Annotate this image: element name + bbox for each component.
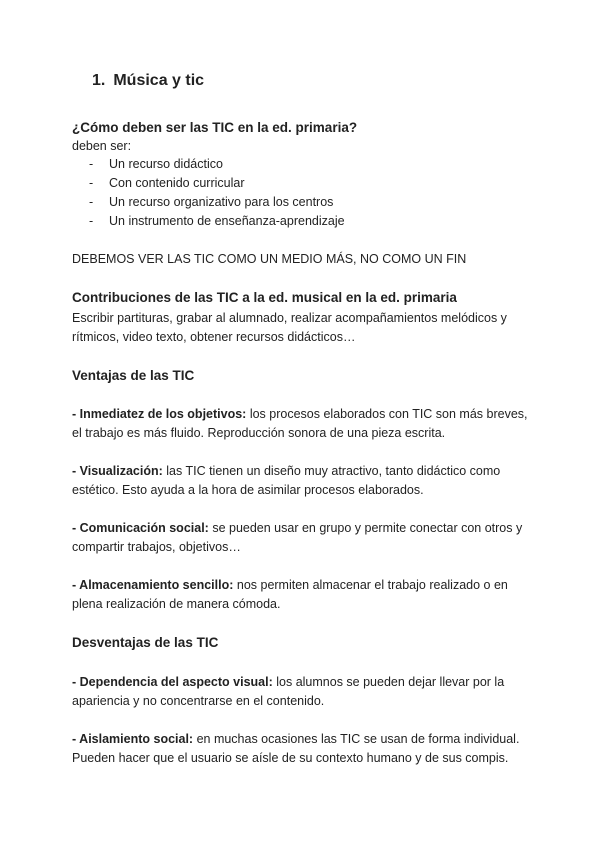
list-item <box>72 193 345 212</box>
list-item <box>72 174 345 193</box>
dash-bullet: - <box>89 176 94 190</box>
list-item-text: Un recurso didáctico <box>109 157 223 171</box>
page-title <box>92 72 204 90</box>
item-label: - Visualización: <box>72 464 163 478</box>
item-text: las TIC tienen un diseño muy atractivo, tanto didáctico como <box>162 464 501 478</box>
item-label: - Aislamiento social: <box>72 732 194 746</box>
list-item-text: Con contenido curricular <box>109 176 245 190</box>
item-text: el trabajo es más fluido. Reproducción sonora de una pieza escrita. <box>72 426 446 440</box>
dash-bullet: - <box>89 195 94 209</box>
dash-bullet: - <box>89 214 94 228</box>
item-label: - Comunicación social: <box>72 521 209 535</box>
ventaja-item <box>72 576 542 614</box>
section-heading-ventajas: Ventajas de las TIC <box>72 368 195 383</box>
desventaja-item <box>72 673 542 711</box>
title-text: Música y tic <box>113 72 205 89</box>
dash-bullet: - <box>89 157 94 171</box>
requirements-list <box>72 155 345 231</box>
item-text: los alumnos se pueden dejar llevar por la <box>272 675 505 689</box>
section-intro: deben ser: <box>72 139 132 153</box>
item-text: se pueden usar en grupo y permite conectar con otros y <box>208 521 523 535</box>
item-text: plena realización de manera cómoda. <box>72 597 281 611</box>
list-item <box>72 155 345 174</box>
title-number: 1. <box>92 72 106 89</box>
section-heading-desventajas: Desventajas de las TIC <box>72 635 219 650</box>
section-heading-tic-primaria: ¿Cómo deben ser las TIC en la ed. primaria? <box>72 120 358 135</box>
item-text: Pueden hacer que el usuario se aísle de su contexto humano y de sus compis. <box>72 751 509 765</box>
paragraph-line: Escribir partituras, grabar al alumnado, realizar acompañamientos melódicos y <box>72 311 507 325</box>
item-label: - Dependencia del aspecto visual: <box>72 675 273 689</box>
item-text: compartir trabajos, objetivos… <box>72 540 241 554</box>
item-text: apariencia y no concentrarse en el contenido. <box>72 694 325 708</box>
key-statement: DEBEMOS VER LAS TIC COMO UN MEDIO MÁS, NO COMO UN FIN <box>72 252 467 266</box>
ventaja-item <box>72 405 542 443</box>
item-text: estético. Esto ayuda a la hora de asimilar procesos elaborados. <box>72 483 424 497</box>
paragraph-line: rítmicos, video texto, obtener recursos didácticos… <box>72 330 356 344</box>
ventaja-item <box>72 519 542 557</box>
contribuciones-paragraph <box>72 309 542 347</box>
item-text: los procesos elaborados con TIC son más breves, <box>246 407 528 421</box>
item-text: en muchas ocasiones las TIC se usan de forma individual. <box>193 732 520 746</box>
item-label: - Inmediatez de los objetivos: <box>72 407 247 421</box>
list-item-text: Un recurso organizativo para los centros <box>109 195 334 209</box>
section-heading-contribuciones: Contribuciones de las TIC a la ed. musical en la ed. primaria <box>72 290 457 305</box>
item-text: nos permiten almacenar el trabajo realizado o en <box>233 578 508 592</box>
desventaja-item <box>72 730 542 768</box>
list-item-text: Un instrumento de enseñanza-aprendizaje <box>109 214 345 228</box>
ventaja-item <box>72 462 542 500</box>
list-item <box>72 212 345 231</box>
item-label: - Almacenamiento sencillo: <box>72 578 234 592</box>
